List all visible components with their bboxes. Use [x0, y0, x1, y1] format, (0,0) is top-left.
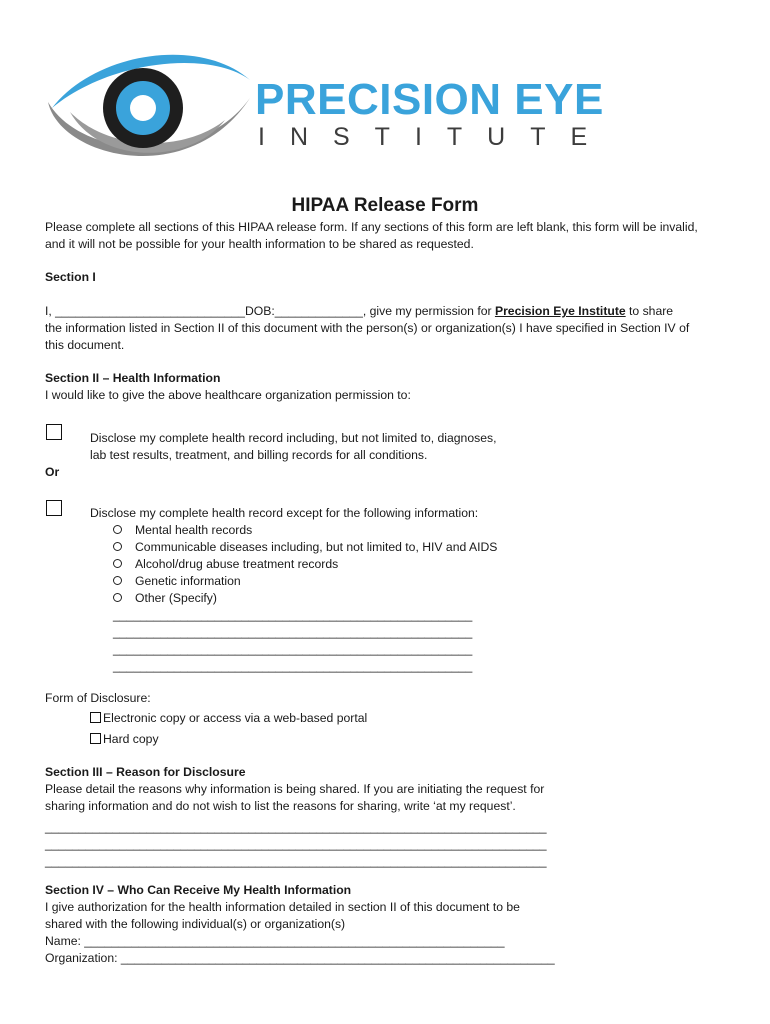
exclusion-item[interactable]: Mental health records [113, 522, 252, 539]
reason-blank-line[interactable]: __________________________________________________________________________ [45, 820, 547, 834]
section-1-line-3: this document. [45, 338, 125, 352]
form-title: HIPAA Release Form [291, 195, 479, 216]
or-label: Or [45, 465, 60, 479]
disclosure-option-hard-copy[interactable]: Hard copy [90, 731, 159, 748]
option-2-checkbox[interactable] [46, 500, 62, 516]
circle-bullet-icon [113, 542, 122, 551]
option-1-line-1: Disclose my complete health record including, but not limited to, diagnoses, [90, 431, 497, 445]
reason-blank-line[interactable]: __________________________________________________________________________ [45, 837, 547, 851]
option-2-label: Disclose my complete health record except for the following information: [90, 506, 479, 520]
exclusion-item[interactable]: Genetic information [113, 573, 241, 590]
reason-blank-line[interactable]: __________________________________________________________________________ [45, 854, 547, 868]
exclusion-item[interactable]: Communicable diseases including, but not limited to, HIV and AIDS [113, 539, 497, 556]
section-1-line-1-end: to share [625, 304, 674, 318]
exclusion-item[interactable]: Other (Specify) [113, 590, 217, 607]
form-of-disclosure-label: Form of Disclosure: [45, 691, 151, 705]
section-3-line-1: Please detail the reasons why information is being shared. If you are initiating the request for [45, 782, 545, 796]
section-3-line-2: sharing information and do not wish to list the reasons for sharing, write ‘at my request’. [45, 799, 516, 813]
option-1-line-2: lab test results, treatment, and billing records for all conditions. [90, 448, 428, 462]
option-1-checkbox[interactable] [46, 424, 62, 440]
logo-subtitle: INSTITUTE [258, 123, 613, 151]
institute-name: Precision Eye Institute [494, 304, 626, 318]
name-dob-blanks[interactable]: I, ____________________________DOB:_____________, give my permission for [45, 304, 495, 318]
intro-line-2: and it will not be possible for your health information to be shared as requested. [45, 237, 474, 251]
circle-bullet-icon [113, 593, 122, 602]
section-4-heading: Section IV – Who Can Receive My Health Information [45, 883, 352, 897]
section-1-heading: Section I [45, 270, 96, 284]
intro-line-1: Please complete all sections of this HIPAA release form. If any sections of this form are left blank, this form will be invalid, [45, 220, 698, 234]
other-specify-line[interactable]: _____________________________________________________ [113, 659, 473, 673]
section-4-line-1: I give authorization for the health information detailed in section II of this document to be [45, 900, 520, 914]
disclosure-option-electronic[interactable]: Electronic copy or access via a web-based portal [90, 710, 367, 727]
section-2-subtitle: I would like to give the above healthcare organization permission to: [45, 388, 411, 402]
logo-title: PRECISION EYE [255, 75, 604, 124]
exclusion-item[interactable]: Alcohol/drug abuse treatment records [113, 556, 338, 573]
section-1-line-2: the information listed in Section II of this document with the person(s) or organization(s) I have specified in Section IV of [45, 321, 690, 335]
name-field[interactable]: Name: ______________________________________________________________ [45, 934, 505, 948]
circle-bullet-icon [113, 576, 122, 585]
circle-bullet-icon [113, 559, 122, 568]
circle-bullet-icon [113, 525, 122, 534]
section-4-line-2: shared with the following individual(s) or organization(s) [45, 917, 346, 931]
section-3-heading: Section III – Reason for Disclosure [45, 765, 246, 779]
other-specify-line[interactable]: _____________________________________________________ [113, 625, 473, 639]
organization-field[interactable]: Organization: ________________________________________________________________ [45, 951, 555, 965]
section-2-heading: Section II – Health Information [45, 371, 221, 385]
section-1-line-1 [45, 303, 673, 320]
checkbox-icon[interactable] [90, 733, 101, 744]
checkbox-icon[interactable] [90, 712, 101, 723]
other-specify-line[interactable]: _____________________________________________________ [113, 642, 473, 656]
other-specify-line[interactable]: _____________________________________________________ [113, 608, 473, 622]
